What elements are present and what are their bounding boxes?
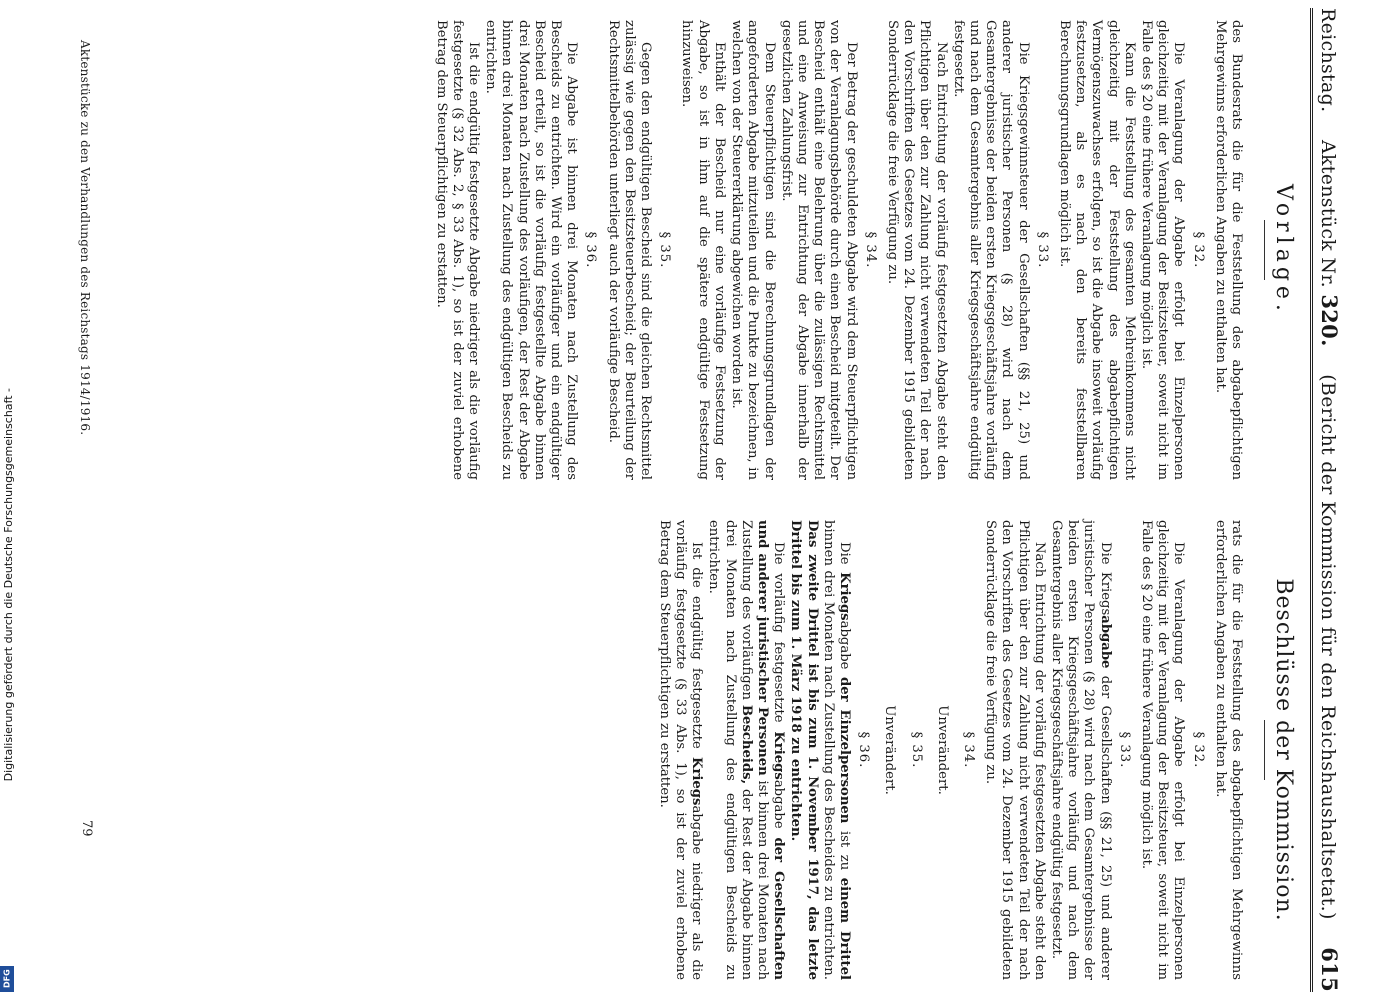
header-doc: Aktenstück Nr. 320. <box>1317 139 1342 347</box>
section-number: § 35. <box>657 231 673 269</box>
section-number: § 32. <box>1190 231 1206 269</box>
paragraph: Nach Entrichtung der vorläufig festgesetzten Abgabe steht den Pflichtigen über den zur Zahlung nicht verwendeten Teil der nach den Vorschriften des Gesetzes vom 24. Dezember 1915 gebildeten Sonderrücklage die freie Verfügung zu. <box>983 520 1047 980</box>
section-number: § 36. <box>583 231 599 269</box>
text-run: abgabe <box>1097 615 1113 669</box>
document-page <box>40 0 1340 1000</box>
paragraph: rats die für die Feststellung des abgabepflichtigen Mehrgewinns erforderlichen Angaben zu enthalten hat. <box>1212 520 1244 980</box>
paragraph: Die Veranlagung der Abgabe erfolgt bei Einzelpersonen gleichzeitig mit der Veranlagung der Besitzsteuer, soweit nicht im Falle des § 20 eine frühere Veranlagung möglich ist. <box>1138 520 1187 980</box>
text-run: binnen drei Monaten nach Zustellung des Bescheides zu entrichten. <box>820 520 836 980</box>
paragraph: Die Veranlagung der Abgabe erfolgt bei Einzelpersonen gleichzeitig mit der Veranlagung der Besitzsteuer, soweit nicht im Falle des § 20 eine frühere Veranlagung möglich ist. <box>1138 20 1187 480</box>
text-run: Die Kriegs <box>1097 542 1113 616</box>
section-number: § 35. <box>908 731 924 769</box>
text-run: abgabe <box>836 620 852 678</box>
paragraph: Die Abgabe ist binnen drei Monaten nach Zustellung des Bescheids zu entrichten. Wird ein vorläufiger und ein endgültiger Bescheid erteilt, so ist die vorläufig festgestellte Abgabe binnen drei Monaten nach Zustellung des vorläufigen, der Rest der Abgabe binnen drei Monaten nach Zustellung des endgültigen Bescheids zu entrichten. <box>483 20 580 480</box>
paragraph <box>787 520 852 980</box>
text-run: der Gesellschaften und anderer juristischer Personen <box>754 520 787 981</box>
left-footer: Aktenstücke zu den Verhandlungen des Reichstags 1914/1916. <box>78 40 92 436</box>
section-number: § 36. <box>856 731 872 769</box>
header-page: 615 <box>1317 947 1342 992</box>
dfg-logo-icon: DFG <box>0 966 14 992</box>
text-run: Kriegs <box>836 572 852 621</box>
right-column-text <box>655 520 1245 980</box>
header-reichstag: Reichstag. <box>1317 8 1339 113</box>
section-number: § 33. <box>1034 231 1050 269</box>
paragraph: Gegen den endgültigen Bescheid sind die gleichen Rechtsmittel zulässig wie gegen den Besitzsteuerbescheid; der Beurteilung der Rechtsmittelbehörden unterliegt auch der vorläufige Bescheid. <box>605 20 654 480</box>
section-number: § 32. <box>1190 731 1206 769</box>
text-run: Die vorläufig festgesetzte <box>771 542 787 732</box>
unchanged-note: Unverändert. <box>934 705 950 795</box>
text-run: ist zu <box>836 823 852 878</box>
text-run: Das zweite Drittel ist bis zum 1. November 1917, das letzte Drittel bis zum 1. März 1918 zu entrichten. <box>788 520 820 980</box>
paragraph: Enthält der Bescheid nur eine vorläufige Festsetzung der Abgabe, so ist in ihm auf die spätere endgültige Festsetzung hinzuweisen. <box>679 20 727 480</box>
text-run: der Einzelpersonen <box>836 677 852 824</box>
unchanged-note: Unverändert. <box>882 705 898 795</box>
dfg-credit: Digitalisierung gefördert durch die Deutsche Forschungsgemeinschaft - <box>2 388 15 782</box>
left-column-heading: Vorlage. <box>1256 20 1296 480</box>
text-run: Ist die endgültig festgesetzte <box>689 542 705 757</box>
right-column-heading: Beschlüsse der Kommission. <box>1256 520 1296 980</box>
paragraph <box>1048 520 1113 980</box>
paragraph: Die Kriegsgewinnsteuer der Gesellschaften (§§ 21, 25) und anderer juristischer Personen (§ 28) wird nach dem Gesamtergebnisse der beiden ersten Kriegsgeschäftsjahre vorläufig und nach dem Gesamtergebnis aller Kriegsgeschäftsjahre endgültig festgesetzt. <box>950 20 1031 480</box>
section-number: § 33. <box>1116 731 1132 769</box>
paragraph <box>705 520 786 980</box>
section-number: § 34. <box>862 231 878 269</box>
header-doc-number: 320. <box>1317 294 1342 347</box>
paragraph: des Bundesrats die für die Feststellung des abgabepflichtigen Mehrgewinns erforderlichen Angaben zu enthalten hat. <box>1212 20 1244 480</box>
paragraph <box>656 520 705 980</box>
section-number: § 34. <box>960 731 976 769</box>
text-run: Kriegs <box>771 731 787 780</box>
text-run: abgabe niedriger als die vorläufig festgesetzte (§ 33 Abs. 1), so ist der zuviel erhobene Betrag dem Steuerpflichtigen zu erstatten. <box>656 520 705 980</box>
paragraph: Nach Entrichtung der vorläufig festgesetzten Abgabe steht den Pflichtigen über den zur Zahlung nicht verwendeten Teil der nach den Vorschriften des Gesetzes vom 24. Dezember 1915 gebildeten Sonderrücklage die freie Verfügung zu. <box>884 20 949 480</box>
text-run: abgabe <box>771 779 787 838</box>
page-header <box>1310 8 1340 992</box>
text-run: einem Drittel <box>836 877 852 980</box>
text-run: Kriegs <box>689 756 705 806</box>
paragraph: Dem Steuerpflichtigen sind die Berechnungsgrundlagen der angeforderten Abgabe mitzuteilen und die Punkte zu bezeichnen, in welchen von der Steuererklärung abgewichen worden ist. <box>729 20 777 480</box>
page-number: 79 <box>79 820 94 837</box>
header-title: (Bericht der Kommission für den Reichshaushaltsetat.) <box>1317 374 1339 920</box>
paragraph: Der Betrag der geschuldeten Abgabe wird dem Steuerpflichtigen von der Veranlagungsbehörde durch einen Bescheid mitgeteilt. Der Bescheid enthält eine Belehrung über die zulässigen Rechtsmittel und eine Anweisung zur Entrichtung der Abgabe innerhalb der gesetzlichen Zahlungsfrist. <box>778 20 859 480</box>
text-run: Die <box>836 542 852 573</box>
left-column-text <box>431 20 1244 480</box>
paragraph: Ist die endgültig festgesetzte Abgabe niedriger als die vorläufig festgesetzte (§ 32 Abs. 2, § 33 Abs. 1), so ist der zuviel erhobene Betrag dem Steuerpflichtigen zu erstatten. <box>433 20 482 480</box>
text-run: ist binnen drei Monaten nach Zustellung des vorläufigen <box>738 520 770 980</box>
paragraph: Kann die Feststellung des gesamten Mehreinkommens nicht gleichzeitig mit der Feststellung des abgabepflichtigen Vermögenszuwachses erfolgen, so ist die Abgabe insoweit vorläufig festzusetzen, als es nach den bereits feststellbaren Berechnungsgrundlagen möglich ist. <box>1056 20 1137 480</box>
text-run: Bescheids, <box>738 704 754 785</box>
text-run: der Rest der Abgabe binnen drei Monaten nach Zustellung des endgültigen Bescheids zu entrichten. <box>706 520 754 980</box>
text-run: der Gesellschaften (§§ 21, 25) und anderer juristischer Personen (§ 28) wird nach dem Gesamtergebnisse der beiden ersten Kriegsgeschäftsjahre vorläufig und nach dem Gesamtergebnis aller Kriegsgeschäftsjahre endgültig festgesetzt. <box>1048 520 1113 980</box>
